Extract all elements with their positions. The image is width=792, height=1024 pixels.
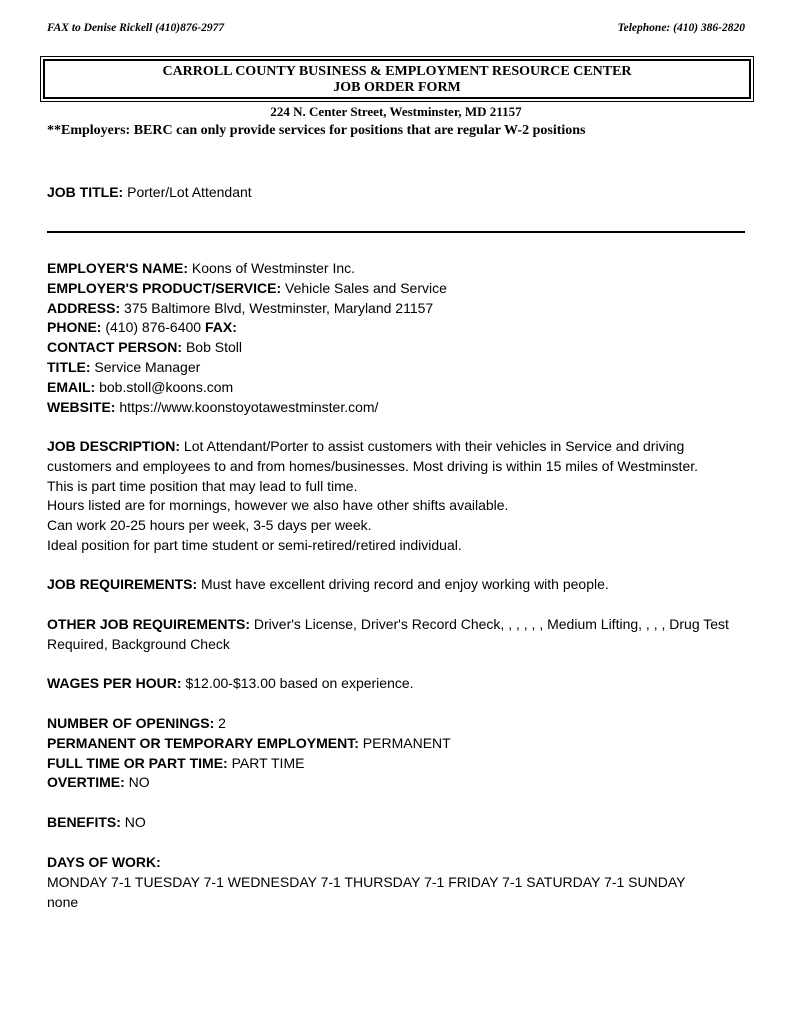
- email-value: bob.stoll@koons.com: [95, 378, 234, 395]
- job-description-line: Ideal position for part time student or semi-retired/retired individual.: [47, 536, 462, 553]
- employer-name-value: Koons of Westminster Inc.: [188, 260, 356, 276]
- job-description-line: [47, 437, 747, 457]
- wages-value: $12.00-$13.00 based on experience.: [181, 675, 414, 691]
- title-value: Service Manager: [90, 358, 201, 375]
- openings-row: [47, 714, 747, 734]
- overtime-label: OVERTIME:: [47, 774, 125, 791]
- telephone-text: Telephone: (410) 386-2820: [617, 22, 745, 34]
- job-description-text: Lot Attendant/Porter to assist customers with their vehicles in Service and driving: [180, 438, 685, 454]
- benefits-row: [47, 813, 747, 833]
- job-description-section: [47, 437, 747, 556]
- website-label: WEBSITE:: [47, 398, 116, 415]
- title-box: [40, 56, 754, 102]
- contact-row: [47, 338, 747, 358]
- openings-label: NUMBER OF OPENINGS:: [47, 715, 215, 731]
- fax-text: FAX to Denise Rickell (410)876-2977: [47, 22, 225, 34]
- website-row: [47, 398, 747, 418]
- title-row: [47, 358, 747, 378]
- divider: [47, 231, 745, 233]
- title-label: TITLE:: [47, 358, 91, 375]
- form-title-line2: JOB ORDER FORM: [333, 80, 461, 95]
- job-description-line: customers and employees to and from homes/businesses. Most driving is within 15 miles of Westminster.: [47, 457, 699, 474]
- contact-value: Bob Stoll: [182, 339, 243, 356]
- employment-details-section: [47, 714, 747, 793]
- employer-name-row: [47, 259, 747, 279]
- job-title-value: Porter/Lot Attendant: [123, 184, 252, 200]
- job-description-line: Hours listed are for mornings, however we also have other shifts available.: [47, 497, 509, 514]
- contact-label: CONTACT PERSON:: [47, 339, 183, 356]
- address-row: [47, 299, 747, 319]
- full-part-label: FULL TIME OR PART TIME:: [47, 754, 228, 771]
- employer-name-label: EMPLOYER'S NAME:: [47, 260, 189, 276]
- overtime-value: NO: [124, 774, 150, 791]
- job-description-line: This is part time position that may lead to full time.: [47, 477, 358, 494]
- days-of-work-label: DAYS OF WORK:: [47, 854, 161, 870]
- job-description-line: Can work 20-25 hours per week, 3-5 days per week.: [47, 517, 372, 534]
- form-title-line1: CARROLL COUNTY BUSINESS & EMPLOYMENT RESOURCE CENTER: [162, 64, 632, 79]
- phone-row: [47, 318, 747, 338]
- job-title-row: [47, 183, 747, 203]
- other-requirements-line: [47, 615, 747, 635]
- header-contact-line: [47, 22, 745, 34]
- title-box-inner: [43, 59, 751, 99]
- permanent-row: [47, 734, 747, 754]
- employer-section: [47, 259, 747, 417]
- phone-value: (410) 876-6400: [101, 319, 205, 336]
- permanent-value: PERMANENT: [358, 734, 451, 751]
- permanent-label: PERMANENT OR TEMPORARY EMPLOYMENT:: [47, 734, 359, 751]
- benefits-label: BENEFITS:: [47, 814, 121, 830]
- full-part-value: PART TIME: [227, 754, 305, 771]
- openings-value: 2: [214, 715, 226, 731]
- job-title-label: JOB TITLE:: [47, 184, 124, 200]
- days-of-work-line: MONDAY 7-1 TUESDAY 7-1 WEDNESDAY 7-1 THURSDAY 7-1 FRIDAY 7-1 SATURDAY 7-1 SUNDAY: [47, 873, 686, 890]
- email-label: EMAIL:: [47, 378, 96, 395]
- job-requirements-row: [47, 575, 747, 595]
- other-requirements-label: OTHER JOB REQUIREMENTS:: [47, 616, 251, 632]
- employer-notice: **Employers: BERC can only provide services for positions that are regular W-2 positions: [47, 123, 586, 138]
- days-of-work-section: [47, 853, 747, 912]
- employer-product-value: Vehicle Sales and Service: [281, 279, 447, 296]
- other-requirements-section: [47, 615, 747, 655]
- days-of-work-line: none: [47, 893, 79, 910]
- job-requirements-label: JOB REQUIREMENTS:: [47, 576, 198, 592]
- other-requirements-line: Required, Background Check: [47, 635, 230, 652]
- full-part-row: [47, 754, 747, 774]
- other-requirements-text: Driver's License, Driver's Record Check, , , , , , Medium Lifting, , , , Drug Test: [250, 616, 729, 632]
- fax-label: FAX:: [204, 319, 237, 336]
- employer-product-row: [47, 279, 747, 299]
- job-description-label: JOB DESCRIPTION:: [47, 438, 181, 454]
- overtime-row: [47, 773, 747, 793]
- wages-label: WAGES PER HOUR:: [47, 675, 182, 691]
- address-value: 375 Baltimore Blvd, Westminster, Maryland 21157: [120, 299, 434, 316]
- wages-row: [47, 674, 747, 694]
- website-value: https://www.koonstoyotawestminster.com/: [115, 398, 379, 415]
- employer-product-label: EMPLOYER'S PRODUCT/SERVICE:: [47, 279, 282, 296]
- phone-label: PHONE:: [47, 319, 102, 336]
- address-label: ADDRESS:: [47, 299, 121, 316]
- email-row: [47, 378, 747, 398]
- benefits-value: NO: [120, 814, 146, 830]
- office-address: 224 N. Center Street, Westminster, MD 21157: [270, 104, 522, 119]
- job-requirements-value: Must have excellent driving record and enjoy working with people.: [197, 576, 609, 592]
